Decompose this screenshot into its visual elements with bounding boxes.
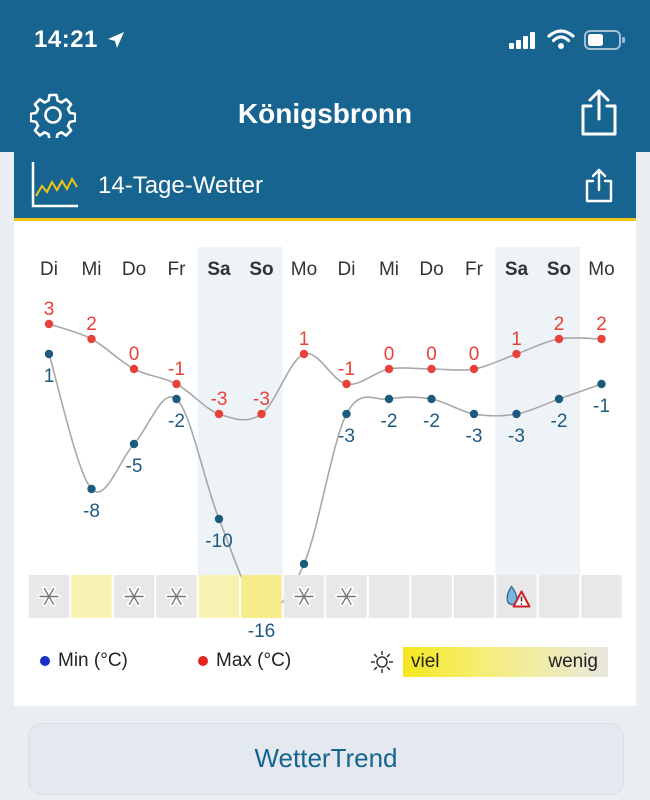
min-value-label: -3 bbox=[465, 426, 483, 447]
max-value-label: 2 bbox=[596, 314, 607, 335]
wifi-icon bbox=[547, 28, 575, 50]
max-value-label: -1 bbox=[338, 359, 355, 380]
weather-cell bbox=[539, 575, 580, 618]
weather-cell bbox=[369, 575, 410, 618]
min-point bbox=[385, 395, 393, 403]
day-label: Do bbox=[419, 259, 444, 280]
card-share-icon[interactable] bbox=[584, 168, 614, 204]
status-time: 14:21 bbox=[34, 26, 98, 53]
max-value-label: 1 bbox=[511, 329, 522, 350]
day-label: Fr bbox=[465, 259, 483, 280]
min-value-label: -3 bbox=[508, 426, 525, 447]
nav-bar bbox=[0, 80, 650, 152]
max-point bbox=[172, 380, 180, 388]
max-value-label: 0 bbox=[383, 344, 395, 365]
min-dot-icon bbox=[40, 656, 50, 666]
min-value-label: -2 bbox=[380, 411, 398, 432]
max-point bbox=[215, 410, 223, 418]
weather-cell bbox=[454, 575, 495, 618]
min-value-label: -1 bbox=[593, 396, 610, 417]
weather-cell bbox=[411, 575, 452, 618]
sunshine-scale bbox=[403, 647, 608, 677]
share-icon[interactable] bbox=[578, 88, 620, 138]
min-value-label: -10 bbox=[205, 531, 233, 552]
min-point bbox=[215, 515, 223, 523]
weather-cell bbox=[199, 575, 240, 618]
battery-icon bbox=[584, 29, 626, 51]
day-label: Mi bbox=[81, 259, 102, 280]
day-label: Di bbox=[40, 259, 58, 280]
min-point bbox=[87, 485, 95, 493]
sunshine-less-label: wenig bbox=[548, 651, 598, 672]
max-value-label: 2 bbox=[86, 314, 97, 335]
min-value-label: -2 bbox=[423, 411, 440, 432]
min-point bbox=[597, 380, 605, 388]
max-point bbox=[87, 335, 95, 343]
min-point bbox=[342, 410, 350, 418]
day-label: Fr bbox=[167, 259, 186, 280]
max-point bbox=[470, 365, 478, 373]
min-value-label: 1 bbox=[43, 366, 55, 387]
location-arrow-icon bbox=[106, 30, 126, 50]
max-value-label: 3 bbox=[43, 299, 55, 320]
min-value-label: -8 bbox=[83, 501, 100, 522]
max-point bbox=[342, 380, 350, 388]
weather-cell bbox=[241, 575, 282, 618]
min-value-label: -3 bbox=[338, 426, 355, 447]
max-point bbox=[130, 365, 138, 373]
legend-min-label: Min (°C) bbox=[58, 650, 128, 671]
max-value-label: 0 bbox=[128, 344, 140, 365]
day-label: Mi bbox=[378, 259, 400, 280]
day-label: So bbox=[546, 259, 572, 280]
legend-max bbox=[198, 650, 291, 672]
day-label: Di bbox=[337, 259, 356, 280]
day-label: Mo bbox=[290, 259, 318, 280]
day-label: So bbox=[249, 259, 274, 280]
min-point bbox=[470, 410, 478, 418]
max-point bbox=[257, 410, 265, 418]
max-point bbox=[597, 335, 605, 343]
max-point bbox=[300, 350, 308, 358]
card-title: 14-Tage-Wetter bbox=[98, 172, 263, 199]
max-point bbox=[555, 335, 563, 343]
min-point bbox=[427, 395, 435, 403]
max-point bbox=[45, 320, 53, 328]
max-value-label: 0 bbox=[426, 344, 437, 365]
max-value-label: -3 bbox=[253, 389, 270, 410]
sunshine-more-label: viel bbox=[411, 651, 440, 672]
forecast-card-header bbox=[14, 152, 636, 221]
max-value-label: 2 bbox=[553, 314, 565, 335]
weather-cell bbox=[71, 575, 112, 618]
sun-icon bbox=[370, 650, 394, 674]
min-point bbox=[172, 395, 180, 403]
max-dot-icon bbox=[198, 656, 208, 666]
forecast-card-body bbox=[14, 221, 636, 706]
min-point bbox=[45, 350, 53, 358]
line-chart-icon bbox=[30, 160, 78, 208]
min-point bbox=[300, 560, 308, 568]
min-value-label: -2 bbox=[550, 411, 568, 432]
min-point bbox=[555, 395, 563, 403]
day-label: Mo bbox=[588, 259, 615, 280]
day-label: Sa bbox=[504, 259, 529, 280]
max-point bbox=[385, 365, 393, 373]
temperature-chart bbox=[14, 221, 636, 706]
day-label: Sa bbox=[207, 259, 231, 280]
min-point bbox=[130, 440, 138, 448]
wettertrend-button[interactable]: WetterTrend bbox=[28, 723, 624, 795]
legend-min bbox=[40, 650, 128, 672]
min-value-label: -16 bbox=[247, 621, 276, 642]
max-point bbox=[512, 350, 520, 358]
min-value-label: -2 bbox=[168, 411, 185, 432]
max-point bbox=[427, 365, 435, 373]
min-value-label: -5 bbox=[125, 456, 143, 477]
legend-max-label: Max (°C) bbox=[216, 650, 292, 671]
day-label: Do bbox=[121, 259, 147, 280]
cellular-signal-icon bbox=[509, 31, 537, 49]
page-title: Königsbronn bbox=[237, 98, 413, 129]
max-value-label: 0 bbox=[468, 344, 480, 365]
status-bar bbox=[0, 0, 650, 80]
max-value-label: -3 bbox=[210, 389, 228, 410]
max-value-label: -1 bbox=[168, 359, 185, 380]
weather-cell bbox=[581, 575, 622, 618]
min-point bbox=[512, 410, 520, 418]
max-value-label: 1 bbox=[298, 329, 310, 350]
